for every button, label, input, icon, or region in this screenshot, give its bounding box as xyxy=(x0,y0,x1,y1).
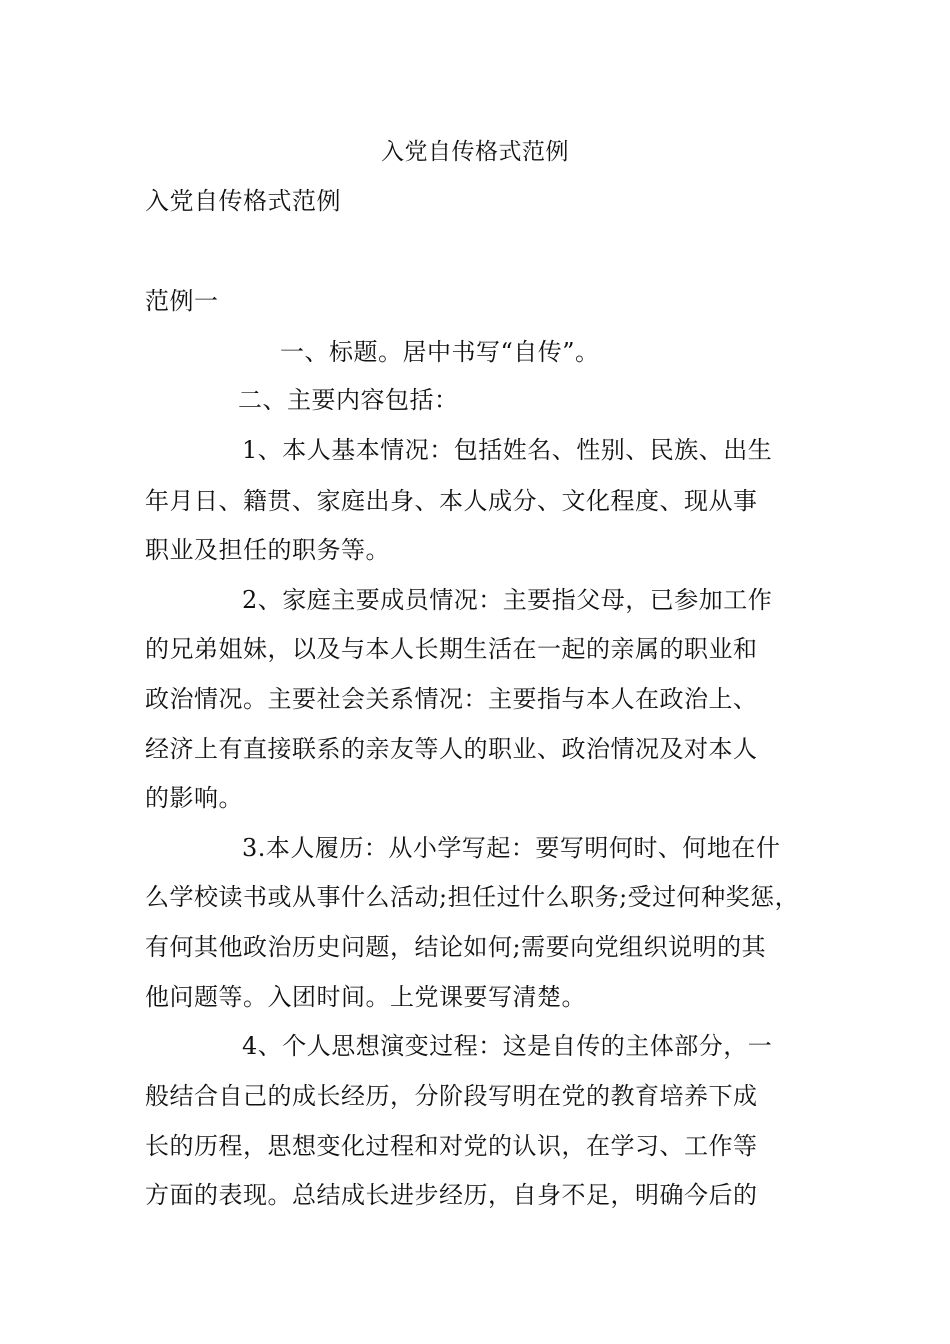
para1-line: 职业及担任的职务等。 xyxy=(145,536,390,564)
para4-line: 方面的表现。总结成长进步经历，自身不足，明确今后的 xyxy=(145,1181,758,1209)
para2-line: 的影响。 xyxy=(145,784,243,812)
document-title: 入党自传格式范例 xyxy=(381,139,569,165)
para4-line: 4、个人思想演变过程：这是自传的主体部分，一 xyxy=(242,1032,773,1060)
para4-line: 般结合自己的成长经历，分阶段写明在党的教育培养下成 xyxy=(145,1082,758,1110)
document-subtitle: 入党自传格式范例 xyxy=(145,187,341,215)
example-label: 范例一 xyxy=(145,287,219,315)
para1-line: 1、本人基本情况：包括姓名、性别、民族、出生 xyxy=(242,436,773,464)
para2-line: 的兄弟姐妹，以及与本人长期生活在一起的亲属的职业和 xyxy=(145,635,758,663)
para1-line: 年月日、籍贯、家庭出身、本人成分、文化程度、现从事 xyxy=(145,487,758,515)
para3-line: 有何其他政治历史问题，结论如何;需要向党组织说明的其 xyxy=(145,933,767,961)
para2-line: 2、家庭主要成员情况：主要指父母，已参加工作 xyxy=(242,586,773,614)
para3-line: 他问题等。入团时间。上党课要写清楚。 xyxy=(145,983,586,1011)
para2-line: 经济上有直接联系的亲友等人的职业、政治情况及对本人 xyxy=(145,735,758,763)
para3-line: 3.本人履历：从小学写起：要写明何时、何地在什 xyxy=(242,834,781,862)
item-title: 一、标题。居中书写“自传”。 xyxy=(280,338,600,366)
para3-line: 么学校读书或从事什么活动;担任过什么职务;受过何种奖惩， xyxy=(145,883,800,911)
item-main-content: 二、主要内容包括： xyxy=(238,386,459,414)
para2-line: 政治情况。主要社会关系情况：主要指与本人在政治上、 xyxy=(145,685,758,713)
para4-line: 长的历程，思想变化过程和对党的认识，在学习、工作等 xyxy=(145,1132,758,1160)
